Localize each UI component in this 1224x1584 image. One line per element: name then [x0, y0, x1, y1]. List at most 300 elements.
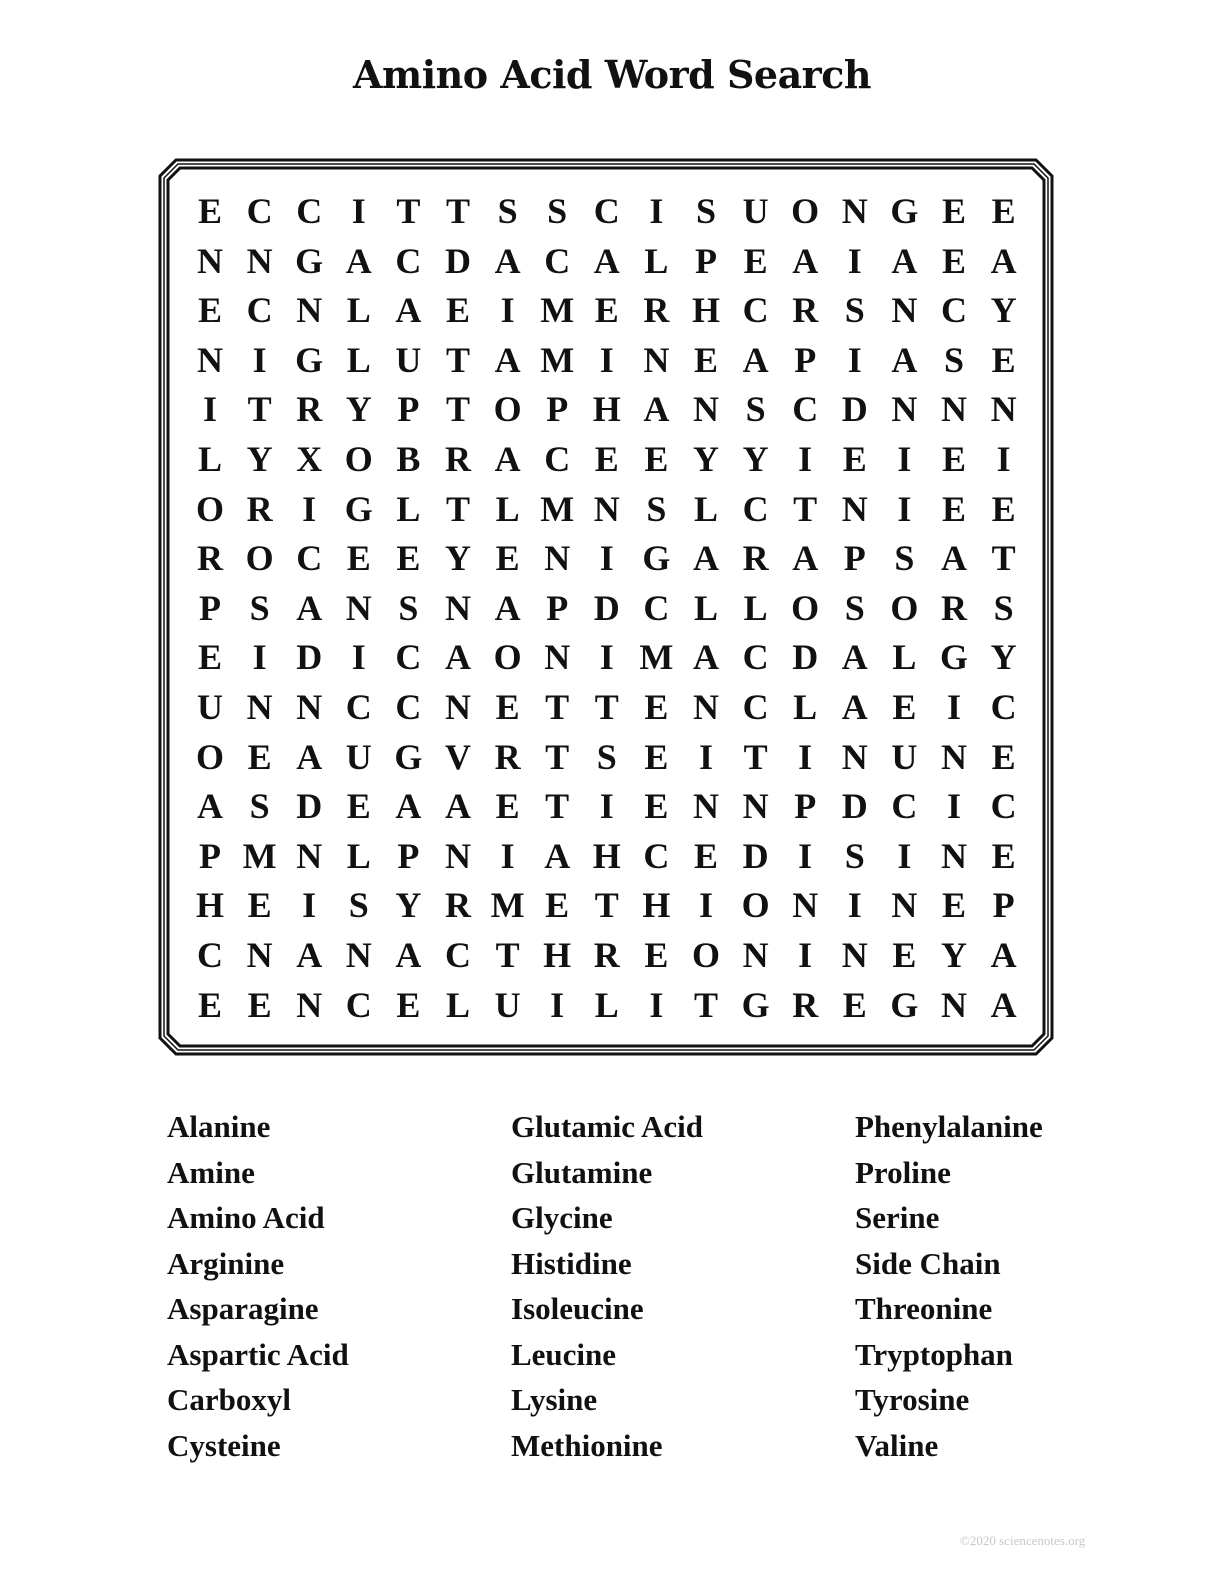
grid-cell[interactable]: N	[941, 736, 967, 777]
grid-cell[interactable]: N	[246, 687, 273, 727]
grid-cell[interactable]: P	[695, 240, 717, 281]
grid-cell[interactable]: O	[791, 587, 820, 628]
grid-cell[interactable]: N	[246, 240, 273, 281]
grid-cell[interactable]: T	[545, 736, 570, 777]
grid-cell[interactable]: E	[892, 687, 917, 727]
grid-cell[interactable]: U	[395, 339, 422, 380]
grid-cell[interactable]: T	[991, 538, 1016, 579]
grid-cell[interactable]: E	[941, 439, 966, 479]
grid-cell[interactable]: A	[841, 637, 868, 678]
grid-cell[interactable]: M	[540, 339, 575, 380]
grid-cell[interactable]: C	[395, 637, 422, 678]
grid-cell[interactable]: H	[543, 935, 572, 975]
grid-cell[interactable]: Y	[445, 538, 471, 579]
grid-cell[interactable]: C	[742, 637, 769, 678]
grid-cell[interactable]: E	[743, 240, 768, 281]
grid-cell[interactable]: S	[745, 389, 766, 430]
grid-cell[interactable]: C	[990, 786, 1017, 827]
grid-cell[interactable]: E	[495, 687, 520, 727]
grid-cell[interactable]: N	[742, 935, 769, 975]
grid-cell[interactable]: E	[495, 538, 520, 579]
grid-cell[interactable]: A	[742, 339, 769, 380]
grid-cell[interactable]: I	[649, 191, 664, 231]
grid-cell[interactable]: N	[296, 687, 323, 727]
grid-cell[interactable]: S	[497, 191, 518, 231]
grid-cell[interactable]: E	[247, 736, 272, 777]
word-column-1	[167, 1104, 349, 1468]
grid-cell[interactable]: C	[742, 687, 769, 727]
grid-cell[interactable]: C	[643, 587, 670, 628]
grid-cell[interactable]: I	[252, 339, 267, 380]
grid-cell[interactable]: I	[500, 290, 515, 331]
grid-cell[interactable]: E	[991, 736, 1016, 777]
grid-cell[interactable]: A	[990, 240, 1017, 281]
grid-cell[interactable]: L	[594, 984, 619, 1025]
grid-cell[interactable]: G	[394, 736, 423, 777]
grid-cell[interactable]: R	[445, 885, 471, 926]
grid-cell[interactable]: L	[445, 984, 470, 1025]
grid-cell[interactable]: O	[245, 538, 274, 579]
grid-cell[interactable]: O	[691, 935, 720, 975]
grid-cell[interactable]: D	[841, 389, 868, 430]
grid-cell[interactable]: R	[792, 290, 819, 331]
grid-cell[interactable]: E	[644, 786, 669, 827]
grid-cell[interactable]: A	[891, 339, 918, 380]
grid-cell[interactable]: A	[494, 240, 521, 281]
grid-cell[interactable]: T	[545, 687, 570, 727]
grid-cell[interactable]: I	[698, 885, 713, 926]
page-title: Amino Acid Word Search	[353, 52, 871, 97]
grid-cell[interactable]: E	[247, 984, 272, 1025]
grid-cell[interactable]: C	[643, 835, 670, 876]
grid-cell[interactable]: D	[445, 240, 471, 281]
grid-cell[interactable]: E	[495, 786, 520, 827]
grid-cell[interactable]: Y	[395, 885, 422, 926]
grid-cell[interactable]: N	[296, 290, 323, 331]
grid-cell[interactable]: M	[540, 488, 575, 529]
word-item: Arginine	[167, 1245, 285, 1281]
grid-cell[interactable]: A	[693, 637, 719, 678]
grid-cell[interactable]: N	[345, 587, 372, 628]
grid-cell[interactable]: M	[639, 637, 674, 678]
grid-cell[interactable]: H	[642, 885, 671, 926]
grid-cell[interactable]: G	[741, 984, 770, 1025]
grid-cell[interactable]: R	[643, 290, 670, 331]
grid-cell[interactable]: S	[646, 488, 667, 529]
grid-cell[interactable]: E	[644, 687, 669, 727]
grid-cell[interactable]: Y	[990, 637, 1017, 678]
grid-cell[interactable]: N	[593, 488, 620, 529]
grid-cell[interactable]: I	[847, 339, 862, 380]
grid-cell[interactable]: A	[643, 389, 670, 430]
grid-cell[interactable]: A	[395, 290, 422, 331]
grid-cell[interactable]: D	[593, 587, 620, 628]
grid-cell[interactable]: C	[395, 687, 422, 727]
grid-cell[interactable]: U	[891, 736, 918, 777]
grid-cell[interactable]: T	[693, 984, 718, 1025]
grid-cell[interactable]: P	[397, 389, 420, 430]
grid-cell[interactable]: E	[941, 240, 966, 281]
grid-cell[interactable]: N	[841, 736, 868, 777]
grid-cell[interactable]: R	[197, 538, 223, 579]
grid-cell[interactable]: E	[396, 984, 421, 1025]
grid-cell[interactable]: A	[494, 339, 521, 380]
grid-cell[interactable]: I	[202, 389, 217, 430]
grid-cell[interactable]: C	[891, 786, 918, 827]
grid-cell[interactable]: L	[644, 240, 669, 281]
word-item: Carboxyl	[167, 1382, 291, 1417]
grid-cell[interactable]: N	[296, 984, 323, 1025]
grid-cell[interactable]: A	[990, 984, 1017, 1025]
grid-cell[interactable]: L	[693, 587, 718, 628]
grid-cell[interactable]: A	[296, 587, 323, 628]
grid-cell[interactable]: P	[794, 786, 817, 827]
grid-cell[interactable]: U	[742, 191, 769, 231]
grid-cell[interactable]: E	[991, 339, 1016, 380]
grid-cell[interactable]: U	[345, 736, 372, 777]
grid-cell[interactable]: A	[891, 240, 918, 281]
grid-cell[interactable]: B	[396, 439, 421, 479]
grid-cell[interactable]: I	[599, 637, 614, 678]
grid-cell[interactable]: T	[594, 687, 619, 727]
grid-cell[interactable]: G	[344, 488, 373, 529]
grid-cell[interactable]: L	[743, 587, 768, 628]
grid-cell[interactable]: N	[693, 786, 719, 827]
grid-cell[interactable]: H	[592, 389, 621, 430]
grid-cell[interactable]: D	[742, 835, 769, 876]
grid-cell[interactable]: O	[890, 587, 919, 628]
grid-cell[interactable]: S	[993, 587, 1014, 628]
grid-cell[interactable]: I	[302, 885, 317, 926]
grid-cell[interactable]: P	[546, 587, 569, 628]
grid-cell[interactable]: C	[345, 984, 372, 1025]
grid-cell[interactable]: I	[351, 191, 366, 231]
grid-cell[interactable]: S	[249, 786, 270, 827]
grid-cell[interactable]: A	[792, 240, 819, 281]
grid-cell[interactable]: N	[841, 191, 868, 231]
grid-cell[interactable]: D	[841, 786, 868, 827]
grid-cell[interactable]: N	[693, 687, 719, 727]
grid-cell[interactable]: O	[493, 637, 522, 678]
grid-cell[interactable]: D	[792, 637, 819, 678]
grid-cell[interactable]: M	[490, 885, 525, 926]
grid-cell[interactable]: A	[990, 935, 1017, 975]
grid-cell[interactable]: I	[897, 488, 912, 529]
grid-cell[interactable]: E	[346, 538, 371, 579]
grid-cell[interactable]: P	[843, 538, 866, 579]
grid-cell[interactable]: E	[644, 439, 669, 479]
grid-cell[interactable]: N	[643, 339, 670, 380]
grid-cell[interactable]: I	[599, 339, 614, 380]
grid-cell[interactable]: L	[346, 835, 371, 876]
grid-cell[interactable]: M	[242, 835, 277, 876]
grid-cell[interactable]: I	[351, 637, 366, 678]
grid-cell[interactable]: E	[693, 339, 718, 380]
grid-cell[interactable]: R	[445, 439, 471, 479]
grid-cell[interactable]: I	[946, 687, 961, 727]
grid-cell[interactable]: I	[897, 439, 912, 479]
grid-cell[interactable]: T	[396, 191, 421, 231]
grid-cell[interactable]: N	[197, 240, 223, 281]
grid-cell[interactable]: D	[296, 637, 323, 678]
grid-cell[interactable]: A	[544, 835, 571, 876]
grid-cell[interactable]: U	[197, 687, 223, 727]
grid-cell[interactable]: E	[991, 488, 1016, 529]
grid-cell[interactable]: I	[847, 885, 862, 926]
grid-cell[interactable]: C	[395, 240, 422, 281]
grid-cell[interactable]: I	[649, 984, 664, 1025]
grid-cell[interactable]: I	[798, 736, 813, 777]
grid-cell[interactable]: A	[445, 637, 471, 678]
grid-cell[interactable]: R	[941, 587, 967, 628]
grid-cell[interactable]: L	[346, 339, 371, 380]
grid-cell[interactable]: E	[941, 488, 966, 529]
grid-cell[interactable]: E	[545, 885, 570, 926]
grid-cell[interactable]: A	[345, 240, 372, 281]
grid-cell[interactable]: E	[346, 786, 371, 827]
grid-cell[interactable]: T	[793, 488, 818, 529]
grid-cell[interactable]: N	[296, 835, 323, 876]
grid-cell[interactable]: T	[445, 339, 470, 380]
grid-cell[interactable]: G	[939, 637, 968, 678]
grid-cell[interactable]: L	[892, 637, 917, 678]
grid-cell[interactable]: S	[547, 191, 568, 231]
grid-cell[interactable]: A	[693, 538, 719, 579]
grid-cell[interactable]: N	[445, 587, 471, 628]
grid-cell[interactable]: T	[743, 736, 768, 777]
grid-cell[interactable]: C	[246, 290, 273, 331]
grid-cell[interactable]: E	[644, 935, 669, 975]
grid-cell[interactable]: N	[941, 984, 967, 1025]
word-item: Valine	[855, 1427, 939, 1463]
grid-cell[interactable]: I	[698, 736, 713, 777]
grid-cell[interactable]: I	[252, 637, 267, 678]
grid-cell[interactable]: S	[695, 191, 717, 231]
grid-cell[interactable]: N	[544, 637, 571, 678]
word-item: Phenylalanine	[855, 1109, 1043, 1144]
grid-cell[interactable]: N	[841, 488, 868, 529]
word-item: Asparagine	[167, 1291, 319, 1326]
grid-cell[interactable]: A	[395, 935, 422, 975]
grid-cell[interactable]: P	[992, 885, 1015, 926]
grid-cell[interactable]: T	[545, 786, 570, 827]
grid-cell[interactable]: N	[891, 290, 918, 331]
grid-cell[interactable]: G	[642, 538, 671, 579]
grid-cell[interactable]: E	[197, 984, 222, 1025]
grid-cell[interactable]: C	[544, 240, 571, 281]
grid-cell[interactable]: C	[941, 290, 967, 331]
grid-cell[interactable]: N	[445, 687, 471, 727]
grid-cell[interactable]: O	[741, 885, 770, 926]
grid-cell[interactable]: R	[296, 389, 323, 430]
grid-cell[interactable]: I	[897, 835, 912, 876]
grid-cell[interactable]: C	[792, 389, 819, 430]
grid-cell[interactable]: S	[348, 885, 369, 926]
grid-cell[interactable]: U	[494, 984, 521, 1025]
grid-cell[interactable]: I	[798, 835, 813, 876]
grid-cell[interactable]: S	[249, 587, 270, 628]
grid-cell[interactable]: G	[890, 984, 919, 1025]
grid-cell[interactable]: Y	[345, 389, 372, 430]
grid-cell[interactable]: N	[941, 389, 967, 430]
grid-cell[interactable]: G	[295, 339, 324, 380]
grid-cell[interactable]: P	[199, 587, 221, 628]
grid-cell[interactable]: C	[445, 935, 471, 975]
grid-cell[interactable]: E	[644, 736, 669, 777]
grid-cell[interactable]: O	[344, 439, 373, 479]
grid-cell[interactable]: E	[197, 290, 222, 331]
grid-cell[interactable]: N	[345, 935, 372, 975]
grid-cell[interactable]: Y	[990, 290, 1017, 331]
grid-cell[interactable]: E	[594, 439, 619, 479]
grid-cell[interactable]: S	[844, 290, 865, 331]
grid-cell[interactable]: L	[396, 488, 421, 529]
grid-cell[interactable]: P	[397, 835, 420, 876]
grid-cell[interactable]: T	[445, 389, 470, 430]
grid-cell[interactable]: C	[742, 488, 769, 529]
grid-cell[interactable]: E	[197, 191, 222, 231]
grid-cell[interactable]: S	[894, 538, 915, 579]
grid-cell[interactable]: G	[295, 240, 324, 281]
grid-cell[interactable]: N	[742, 786, 769, 827]
grid-cell[interactable]: E	[941, 885, 966, 926]
word-item: Side Chain	[855, 1245, 1001, 1281]
grid-cell[interactable]: E	[941, 191, 966, 231]
grid-cell[interactable]: N	[792, 885, 819, 926]
grid-cell[interactable]: Y	[246, 439, 273, 479]
grid-cell[interactable]: T	[445, 191, 470, 231]
word-item: Leucine	[511, 1336, 617, 1372]
grid-cell[interactable]: E	[247, 885, 272, 926]
grid-cell[interactable]: N	[891, 389, 918, 430]
grid-cell[interactable]: T	[594, 885, 619, 926]
grid-cell[interactable]: P	[794, 339, 817, 380]
grid-cell[interactable]: N	[941, 835, 967, 876]
grid-cell[interactable]: T	[495, 935, 520, 975]
grid-cell[interactable]: L	[793, 687, 818, 727]
grid-cell[interactable]: R	[593, 935, 620, 975]
grid-cell[interactable]: A	[841, 687, 868, 727]
grid-cell[interactable]: I	[996, 439, 1011, 479]
grid-cell[interactable]: O	[791, 191, 820, 231]
grid-cell[interactable]: D	[296, 786, 323, 827]
grid-cell[interactable]: A	[593, 240, 620, 281]
grid-cell[interactable]: R	[246, 488, 273, 529]
grid-cell[interactable]: C	[296, 191, 323, 231]
grid-cell[interactable]: C	[296, 538, 323, 579]
grid-cell[interactable]: H	[195, 885, 224, 926]
grid-cell[interactable]: C	[593, 191, 620, 231]
grid-cell[interactable]: E	[396, 538, 421, 579]
grid-cell[interactable]: V	[445, 736, 471, 777]
grid-cell[interactable]: O	[493, 389, 522, 430]
grid-cell[interactable]: N	[693, 389, 719, 430]
grid-cell[interactable]: E	[842, 439, 867, 479]
grid-cell[interactable]: M	[540, 290, 575, 331]
grid-cell[interactable]: N	[544, 538, 571, 579]
grid-cell[interactable]: S	[596, 736, 617, 777]
grid-cell[interactable]: S	[844, 587, 865, 628]
grid-cell[interactable]: R	[742, 538, 769, 579]
word-item: Serine	[855, 1200, 940, 1235]
grid-cell[interactable]: C	[246, 191, 273, 231]
grid-cell[interactable]: S	[943, 339, 965, 380]
grid-cell[interactable]: C	[544, 439, 571, 479]
grid-cell[interactable]: C	[197, 935, 223, 975]
grid-cell[interactable]: G	[890, 191, 919, 231]
grid-cell[interactable]: I	[599, 786, 614, 827]
grid-cell[interactable]: Y	[742, 439, 769, 479]
grid-cell[interactable]: A	[494, 587, 521, 628]
grid-cell[interactable]: N	[246, 935, 273, 975]
grid-cell[interactable]: E	[991, 191, 1016, 231]
grid-cell[interactable]: T	[445, 488, 470, 529]
grid-cell[interactable]: X	[296, 439, 323, 479]
grid-cell[interactable]: Y	[941, 935, 967, 975]
grid-cell[interactable]: C	[345, 687, 372, 727]
grid-cell[interactable]: I	[946, 786, 961, 827]
grid-cell[interactable]: A	[296, 736, 323, 777]
grid-cell[interactable]: R	[494, 736, 521, 777]
grid-cell[interactable]: S	[398, 587, 419, 628]
grid-cell[interactable]: N	[841, 935, 868, 975]
grid-cell[interactable]: O	[195, 736, 224, 777]
grid-cell[interactable]: L	[346, 290, 371, 331]
grid-cell[interactable]: I	[798, 439, 813, 479]
grid-cell[interactable]: A	[445, 786, 471, 827]
grid-cell[interactable]: L	[495, 488, 520, 529]
grid-cell[interactable]: E	[991, 835, 1016, 876]
grid-cell[interactable]: T	[247, 389, 272, 430]
grid-cell[interactable]: I	[550, 984, 565, 1025]
grid-cell[interactable]: A	[941, 538, 967, 579]
grid-cell[interactable]: E	[197, 637, 222, 678]
grid-cell[interactable]: I	[798, 935, 813, 975]
grid-cell[interactable]: A	[395, 786, 422, 827]
grid-cell[interactable]: A	[494, 439, 521, 479]
grid-cell[interactable]: N	[990, 389, 1017, 430]
grid-cell[interactable]: P	[546, 389, 569, 430]
grid-cell[interactable]: A	[792, 538, 819, 579]
grid-cell[interactable]: S	[844, 835, 865, 876]
grid-cell[interactable]: E	[842, 984, 867, 1025]
grid-cell[interactable]: H	[691, 290, 720, 331]
grid-cell[interactable]: E	[892, 935, 917, 975]
grid-cell[interactable]: I	[500, 835, 515, 876]
grid-cell[interactable]: C	[990, 687, 1017, 727]
grid-cell[interactable]: H	[592, 835, 621, 876]
grid-cell[interactable]: E	[594, 290, 619, 331]
grid-cell[interactable]: O	[195, 488, 224, 529]
grid-cell[interactable]: A	[197, 786, 223, 827]
grid-cell[interactable]: E	[445, 290, 470, 331]
grid-cell[interactable]: Y	[693, 439, 719, 479]
grid-cell[interactable]: N	[197, 339, 223, 380]
grid-cell[interactable]: N	[891, 885, 918, 926]
grid-cell[interactable]: P	[199, 835, 221, 876]
grid-cell[interactable]: I	[302, 488, 317, 529]
grid-cell[interactable]: R	[792, 984, 819, 1025]
grid-cell[interactable]: C	[742, 290, 769, 331]
grid-cell[interactable]: I	[847, 240, 862, 281]
grid-cell[interactable]: A	[296, 935, 323, 975]
grid-cell[interactable]: I	[599, 538, 614, 579]
grid-cell[interactable]: N	[445, 835, 471, 876]
grid-cell[interactable]: L	[197, 439, 222, 479]
grid-cell[interactable]: E	[693, 835, 718, 876]
grid-cell[interactable]: L	[693, 488, 718, 529]
word-item: Cysteine	[167, 1427, 281, 1463]
